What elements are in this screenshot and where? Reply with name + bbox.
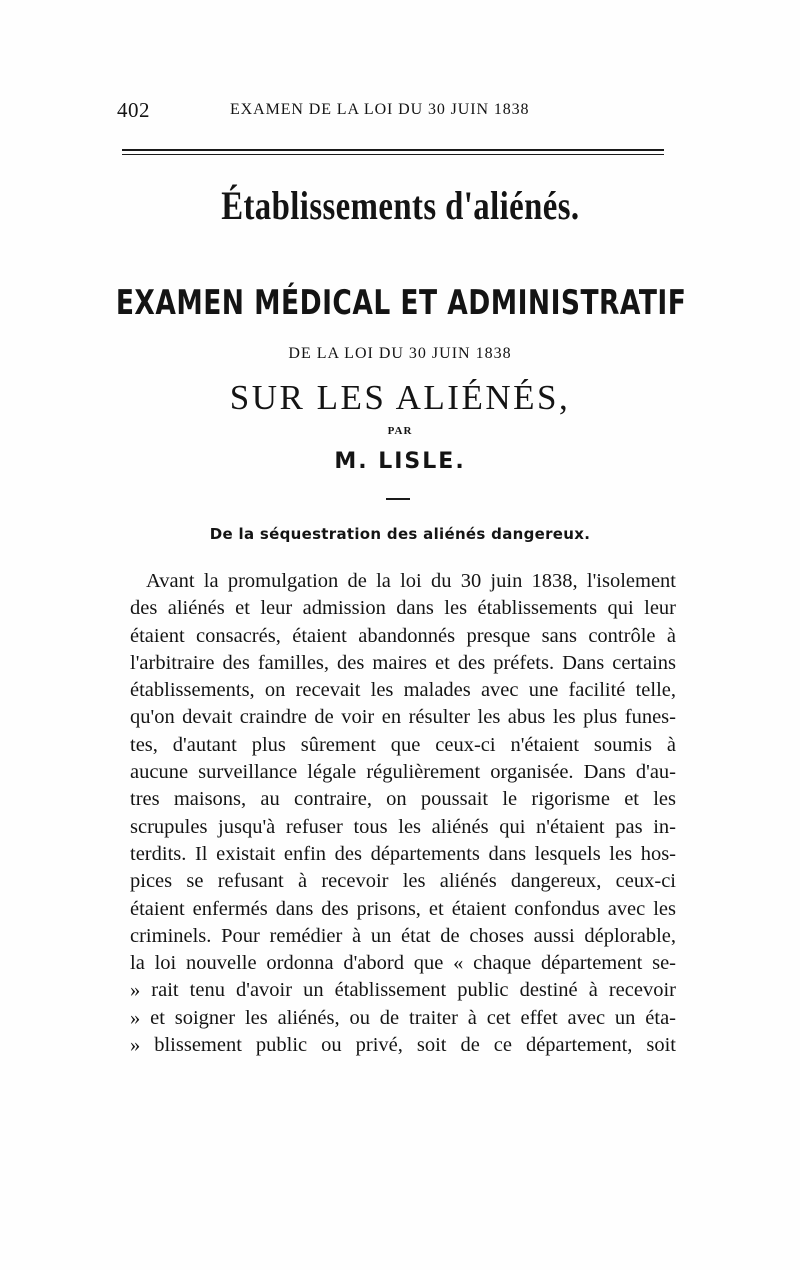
section-heading: Établissements d'aliénés. bbox=[221, 183, 580, 228]
text-line: terdits. Il existait enfin des départements dans lesquels les hos- bbox=[130, 842, 676, 865]
short-rule bbox=[386, 498, 410, 500]
article-subject: SUR LES ALIÉNÉS, bbox=[229, 378, 571, 417]
article-subtitle: DE LA LOI DU 30 JUIN 1838 bbox=[288, 345, 512, 362]
byline-par: PAR bbox=[387, 425, 413, 437]
text-line: tres maisons, au contraire, on poussait le rigorisme et les bbox=[130, 788, 676, 811]
text-line: » rait tenu d'avoir un établissement public destiné à recevoir bbox=[130, 979, 676, 1002]
text-line: qu'on devait craindre de voir en résulter les abus les plus funes- bbox=[130, 706, 676, 729]
text-line: pices se refusant à recevoir les aliénés dangereux, ceux-ci bbox=[130, 870, 676, 893]
text-line: Avant la promulgation de la loi du 30 juin 1838, l'isolement bbox=[146, 570, 676, 592]
text-line: étaient enfermés dans des prisons, et étaient confondus avec les bbox=[130, 897, 676, 920]
text-line: la loi nouvelle ordonna d'abord que « chaque département se- bbox=[130, 952, 676, 975]
text-line: tes, d'autant plus sûrement que ceux-ci n'étaient soumis à bbox=[130, 733, 676, 756]
body-paragraph bbox=[130, 568, 676, 1059]
page-number: 402 bbox=[117, 98, 150, 122]
text-line: établissements, on recevait les malades avec une facilité telle, bbox=[130, 679, 676, 702]
author-name: M. LISLE. bbox=[334, 449, 466, 474]
text-line: scrupules jusqu'à refuser tous les aliénés qui n'étaient pas in- bbox=[130, 815, 676, 838]
text-line: » et soigner les aliénés, ou de traiter à cet effet avec un éta- bbox=[130, 1006, 676, 1029]
text-line: des aliénés et leur admission dans les établissements qui leur bbox=[130, 597, 676, 620]
running-head bbox=[117, 98, 672, 126]
double-rule bbox=[122, 149, 664, 155]
text-line: aucune surveillance légale régulièrement organisée. Dans d'au- bbox=[130, 761, 676, 784]
text-line: l'arbitraire des familles, des maires et des préfets. Dans certains bbox=[130, 651, 676, 674]
running-title: EXAMEN DE LA LOI DU 30 JUIN 1838 bbox=[230, 101, 530, 118]
text-line: étaient consacrés, étaient abandonnés presque sans contrôle à bbox=[130, 624, 676, 647]
text-line: criminels. Pour remédier à un état de choses aussi déplorable, bbox=[130, 924, 676, 947]
article-title: EXAMEN MÉDICAL ET ADMINISTRATIF bbox=[115, 283, 687, 323]
chapter-heading: De la séquestration des aliénés dangereux. bbox=[209, 525, 591, 543]
text-line: » blissement public ou privé, soit de ce département, soit bbox=[130, 1034, 676, 1057]
